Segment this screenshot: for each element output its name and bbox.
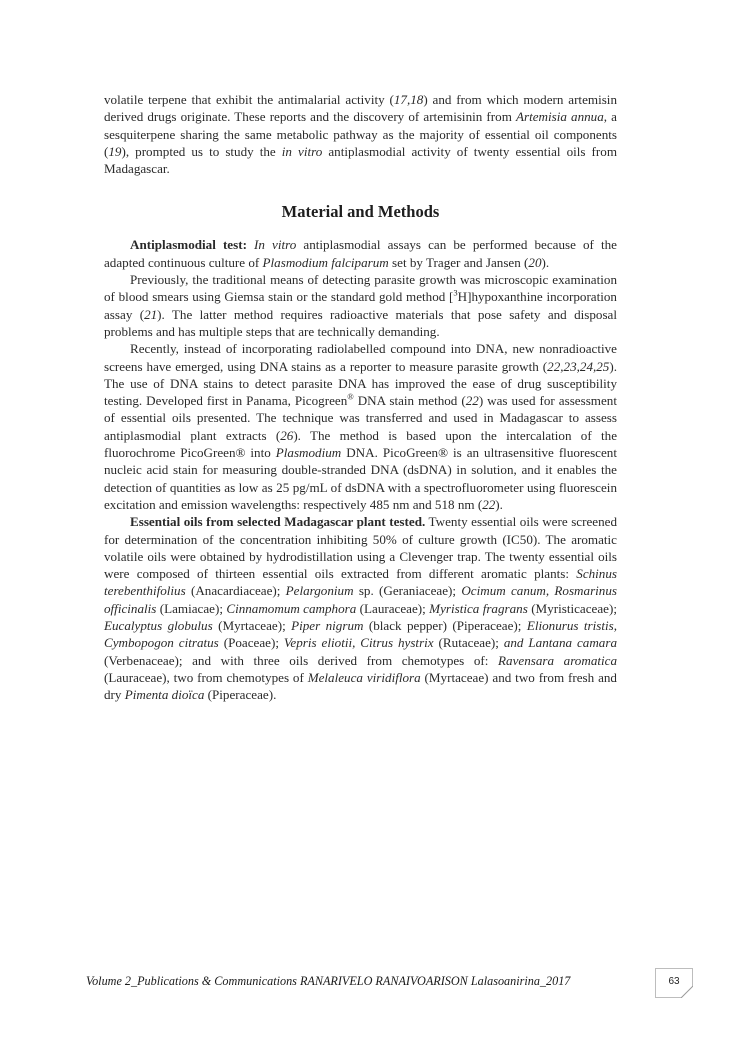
text-segment: (Piperaceae). — [204, 687, 277, 703]
text-segment: ). The method is based upon the intercalation of the fluorochrome PicoGreen® into — [104, 427, 618, 461]
text-segment: Eucalyptus globulus — [104, 618, 213, 634]
text-segment: Previously, the traditional means of detecting parasite growth was microscopic examination of blood smears using Giemsa stain or the standard gold method [ — [104, 272, 617, 305]
text-segment: antiplasmodial activity of twenty essential oils from Madagascar. — [104, 143, 618, 177]
text-segment: set by Trager and Jansen ( — [388, 254, 529, 270]
text-segment: (Myrtaceae) and two from fresh and dry — [104, 669, 617, 703]
text-segment: Melaleuca viridiflora — [307, 669, 421, 685]
text-segment: Artemisia annua — [516, 109, 604, 125]
text-segment: 20 — [528, 254, 542, 270]
text-segment: , a sesquiterpene sharing the same metabolic pathway as the majority of essential oil components ( — [104, 109, 617, 159]
page-number-box — [655, 968, 693, 998]
text-segment: Vepris eliotii, Citrus hystrix — [283, 635, 434, 651]
text-segment: Essential oils from selected Madagascar plant tested. — [130, 514, 426, 530]
text-segment: (Verbenaceae); and with three oils derived from chemotypes of: — [104, 652, 499, 668]
text-segment: ® — [347, 391, 354, 402]
text-segment: (Myristicaceae); — [527, 600, 617, 616]
text-segment: 26 — [280, 427, 294, 443]
text-segment: Plasmodium — [275, 445, 342, 461]
text-segment: ) and from which modern artemisin derived drugs originate. These reports and the discovery of artemisinin from — [104, 92, 617, 125]
text-segment: in vitro — [281, 143, 323, 159]
footer-text: Volume 2_Publications & Communications RANARIVELO RANAIVOARISON Lalasoanirina_2017 — [86, 974, 571, 988]
text-segment: (Lauraceae); — [356, 600, 430, 616]
text-segment — [247, 237, 254, 252]
recently-paragraph — [104, 340, 617, 513]
text-segment: In vitro — [254, 237, 297, 253]
text-segment: 22 — [465, 393, 479, 409]
text-segment: Ravensara aromatica — [498, 652, 617, 668]
antiplasmodial-test-paragraph — [104, 236, 617, 271]
text-segment: Piper nigrum — [291, 618, 364, 634]
previously-paragraph — [104, 271, 617, 340]
text-segment: ) was used for assessment of essential oils presented. The technique was transferred and used in Madagascar to assess antiplasmodial plant extracts ( — [104, 393, 617, 443]
text-segment: sp. (Geraniaceae); — [353, 583, 462, 599]
text-segment: 22 — [482, 496, 496, 512]
text-segment: Plasmodium falciparum — [262, 254, 389, 270]
text-segment: ). — [495, 496, 503, 512]
section-heading: Material and Methods — [281, 202, 440, 222]
text-segment: (Lauraceae), two from chemotypes of — [104, 669, 308, 685]
page-number: 63 — [668, 976, 680, 987]
text-segment: (black pepper) (Piperaceae); — [363, 618, 527, 634]
text-segment: ). The latter method requires radioactive materials that pose safety and disposal problems and has multiple steps that are technically demanding. — [104, 306, 617, 339]
text-segment: Twenty essential oils were screened for determination of the concentration inhibiting 50% of culture growth (IC50). The aromatic volatile oils were obtained by hydrodistillation using a Clevenger trap. The twenty essential oils were composed of thirteen essential oils extracted from different aromatic plants: — [104, 514, 617, 582]
text-segment: (Anacardiaceae); — [185, 583, 286, 599]
text-segment: (Rutaceae); — [433, 635, 504, 651]
text-segment: Myristica fragrans — [429, 600, 528, 616]
text-segment: 21 — [144, 306, 158, 322]
text-segment: Schinus terebenthifolius — [104, 566, 617, 599]
text-segment: DNA stain method ( — [353, 393, 466, 409]
text-segment: ). The use of DNA stains to detect parasite DNA has improved the ease of drug susceptibility testing. Developed first in Panama, Picogreen — [104, 358, 617, 409]
text-segment: Pelargonium — [285, 583, 354, 599]
text-segment: 22,23,24,25 — [547, 358, 610, 374]
text-segment: antiplasmodial assays can be performed because of the adapted continuous culture of — [104, 237, 617, 270]
text-segment: Ocimum canum, Rosmarinus officinalis — [104, 583, 617, 616]
text-segment: Elionurus tristis, Cymbopogon citratus — [104, 618, 617, 651]
text-segment: (Myrtaceae); — [212, 618, 292, 634]
text-segment: DNA. PicoGreen® is an ultrasensitive fluorescent nucleic acid stain for measuring double-stranded DNA (dsDNA) in solution, and it enables the detection of quantities as low as 25 pg/mL of dsDNA with a spectrofluorometer using fluorescein excitation and emission wavelengths: respectively 485 nm and 518 nm ( — [104, 445, 617, 512]
text-segment: Cinnamomum camphora — [226, 600, 357, 616]
text-segment: Antiplasmodial test: — [130, 237, 247, 253]
page-fold-icon — [681, 986, 693, 998]
text-segment: 3 — [453, 288, 458, 299]
text-segment: ), prompted us to study the — [121, 143, 282, 159]
page-body — [104, 91, 617, 704]
text-segment: Pimenta dioïca — [124, 687, 205, 703]
text-segment: (Lamiacae); — [156, 600, 227, 616]
text-segment: 17,18 — [393, 92, 424, 107]
text-segment: ). — [541, 254, 550, 270]
essential-oils-paragraph — [104, 513, 617, 703]
text-segment: and Lantana camara — [503, 635, 617, 651]
intro-paragraph — [104, 91, 617, 177]
text-segment: Recently, instead of incorporating radiolabelled compound into DNA, new nonradioactive screens have emerged, using DNA stains as a reporter to measure parasite growth ( — [104, 341, 617, 374]
text-segment: H]hypoxanthine incorporation assay ( — [104, 289, 617, 322]
text-segment: 19 — [108, 143, 122, 159]
text-segment: volatile terpene that exhibit the antimalarial activity ( — [104, 92, 394, 107]
text-segment: (Poaceae); — [218, 635, 284, 651]
